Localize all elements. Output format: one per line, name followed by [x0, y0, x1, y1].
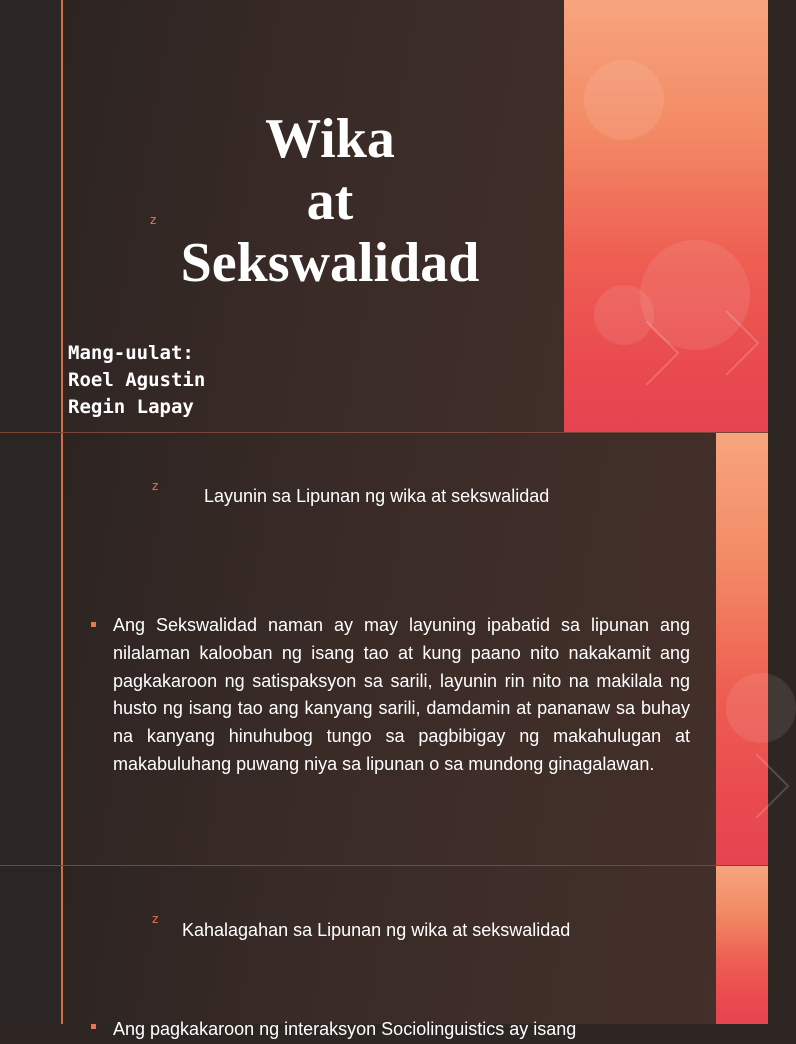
reporter-name: Regin Lapay	[68, 396, 194, 418]
z-bullet-icon: z	[152, 912, 159, 926]
bullet-paragraph: Ang pagkakaroon ng interaksyon Sociolinguistics ay isang	[113, 1019, 577, 1039]
z-bullet-icon: z	[150, 213, 157, 227]
left-strip	[0, 433, 62, 865]
decorative-panel	[716, 433, 768, 865]
slide-title	[150, 108, 510, 294]
title-line: Sekswalidad	[180, 232, 480, 294]
accent-line	[61, 866, 63, 1024]
slide-heading: Kahalagahan sa Lipunan ng wika at sekswalidad	[182, 920, 571, 940]
title-slide	[0, 0, 768, 432]
content-slide-objectives	[0, 433, 768, 865]
reporters-block	[68, 340, 205, 421]
bullet-paragraph: Ang Sekswalidad naman ay may layuning ipabatid sa lipunan ang nilalaman kalooban ng isang tao at kung paano nito nakakamit ang pagkakaroon ng satispaksyon sa sarili, layunin rin nito na makilala ng husto ng isang tao ang kanyang sarili, damdamin at pananaw sa buhay na kanyang hinuhubog tungo sa pagbibigay ng makahulugan at makabuluhang puwang niya sa lipunan o sa mundong ginagalawan.	[113, 615, 690, 774]
decorative-panel	[716, 866, 768, 1024]
bullet-marker	[91, 622, 96, 627]
accent-line	[61, 433, 63, 865]
slide-heading: Layunin sa Lipunan ng wika at sekswalidad	[204, 486, 550, 506]
reporter-name: Roel Agustin	[68, 369, 206, 391]
title-line: Wika	[265, 108, 395, 170]
bullet-marker	[91, 1024, 96, 1029]
content-slide-importance	[0, 866, 768, 1039]
z-bullet-icon: z	[152, 479, 159, 493]
accent-line	[61, 0, 63, 432]
title-line: at	[306, 170, 354, 232]
slide-background	[0, 866, 768, 1024]
left-strip	[0, 0, 62, 432]
decorative-panel	[564, 0, 768, 432]
left-strip	[0, 866, 62, 1024]
reporters-label: Mang-uulat:	[68, 342, 194, 364]
